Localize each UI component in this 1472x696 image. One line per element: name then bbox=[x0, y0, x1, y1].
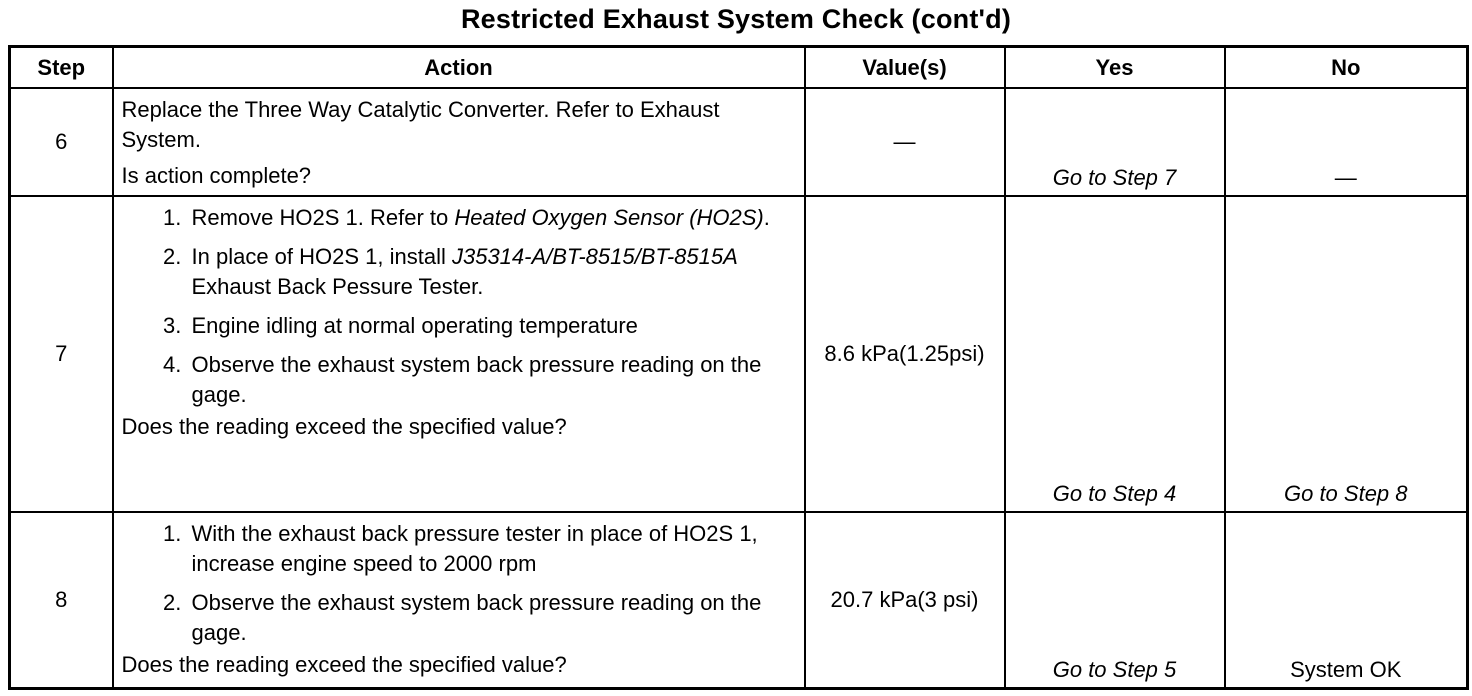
table-row-step-8 bbox=[10, 512, 1468, 688]
value-cell bbox=[805, 196, 1005, 512]
substep-item: 4. Observe the exhaust system back pressure reading on the gage. bbox=[188, 350, 796, 410]
column-header-action: Action bbox=[113, 47, 805, 89]
value-text: — bbox=[893, 129, 916, 155]
step-number: 7 bbox=[10, 196, 113, 512]
substep-item: 2. Observe the exhaust system back pressure reading on the gage. bbox=[188, 588, 796, 648]
value-cell bbox=[805, 512, 1005, 688]
table-row-step-6 bbox=[10, 88, 1468, 196]
yes-link[interactable]: Go to Step 7 bbox=[1052, 165, 1177, 191]
substep-item: 1. With the exhaust back pressure tester in place of HO2S 1, increase engine speed to 2000 rpm bbox=[188, 519, 796, 579]
column-header-yes: Yes bbox=[1005, 47, 1225, 89]
substep-list bbox=[122, 203, 796, 410]
step-number: 8 bbox=[10, 512, 113, 688]
no-text: — bbox=[1334, 165, 1357, 191]
tool-part-number: J35314-A/BT-8515/BT-8515A bbox=[451, 244, 738, 270]
diagnostic-table bbox=[8, 45, 1469, 690]
column-header-values: Value(s) bbox=[805, 47, 1005, 89]
action-cell bbox=[113, 512, 805, 688]
no-cell bbox=[1225, 512, 1468, 688]
yes-cell bbox=[1005, 88, 1225, 196]
action-cell bbox=[113, 88, 805, 196]
no-cell bbox=[1225, 196, 1468, 512]
action-cell bbox=[113, 196, 805, 512]
action-question: Is action complete? bbox=[121, 163, 312, 188]
substep-list bbox=[122, 519, 796, 648]
column-header-step: Step bbox=[10, 47, 113, 89]
table-row-step-7 bbox=[10, 196, 1468, 512]
page-title: Restricted Exhaust System Check (cont'd) bbox=[460, 4, 1012, 34]
substep-item: 3. Engine idling at normal operating temperature bbox=[188, 311, 796, 341]
yes-link[interactable]: Go to Step 5 bbox=[1052, 657, 1177, 682]
column-header-no: No bbox=[1225, 47, 1468, 89]
no-link[interactable]: Go to Step 8 bbox=[1283, 481, 1408, 507]
no-cell bbox=[1225, 88, 1468, 196]
no-text: System OK bbox=[1290, 657, 1402, 682]
action-question: Does the reading exceed the specified value? bbox=[121, 652, 567, 678]
yes-cell bbox=[1005, 196, 1225, 512]
value-cell bbox=[805, 88, 1005, 196]
step-number: 6 bbox=[10, 88, 113, 196]
action-text: Replace the Three Way Catalytic Converter. Refer to Exhaust System. bbox=[121, 97, 720, 152]
yes-link[interactable]: Go to Step 4 bbox=[1052, 481, 1177, 507]
yes-cell bbox=[1005, 512, 1225, 688]
action-question: Does the reading exceed the specified value? bbox=[121, 414, 567, 440]
value-text: 8.6 kPa(1.25psi) bbox=[824, 341, 985, 367]
reference-link[interactable]: Heated Oxygen Sensor (HO2S) bbox=[454, 205, 764, 231]
table-header-row bbox=[10, 47, 1468, 89]
substep-item: 2. In place of HO2S 1, install J35314-A/BT-8515/BT-8515A Exhaust Back Pessure Tester. bbox=[188, 242, 796, 302]
value-text: 20.7 kPa(3 psi) bbox=[830, 587, 979, 613]
substep-item: 1. Remove HO2S 1. Refer to Heated Oxygen Sensor (HO2S). bbox=[188, 203, 796, 233]
